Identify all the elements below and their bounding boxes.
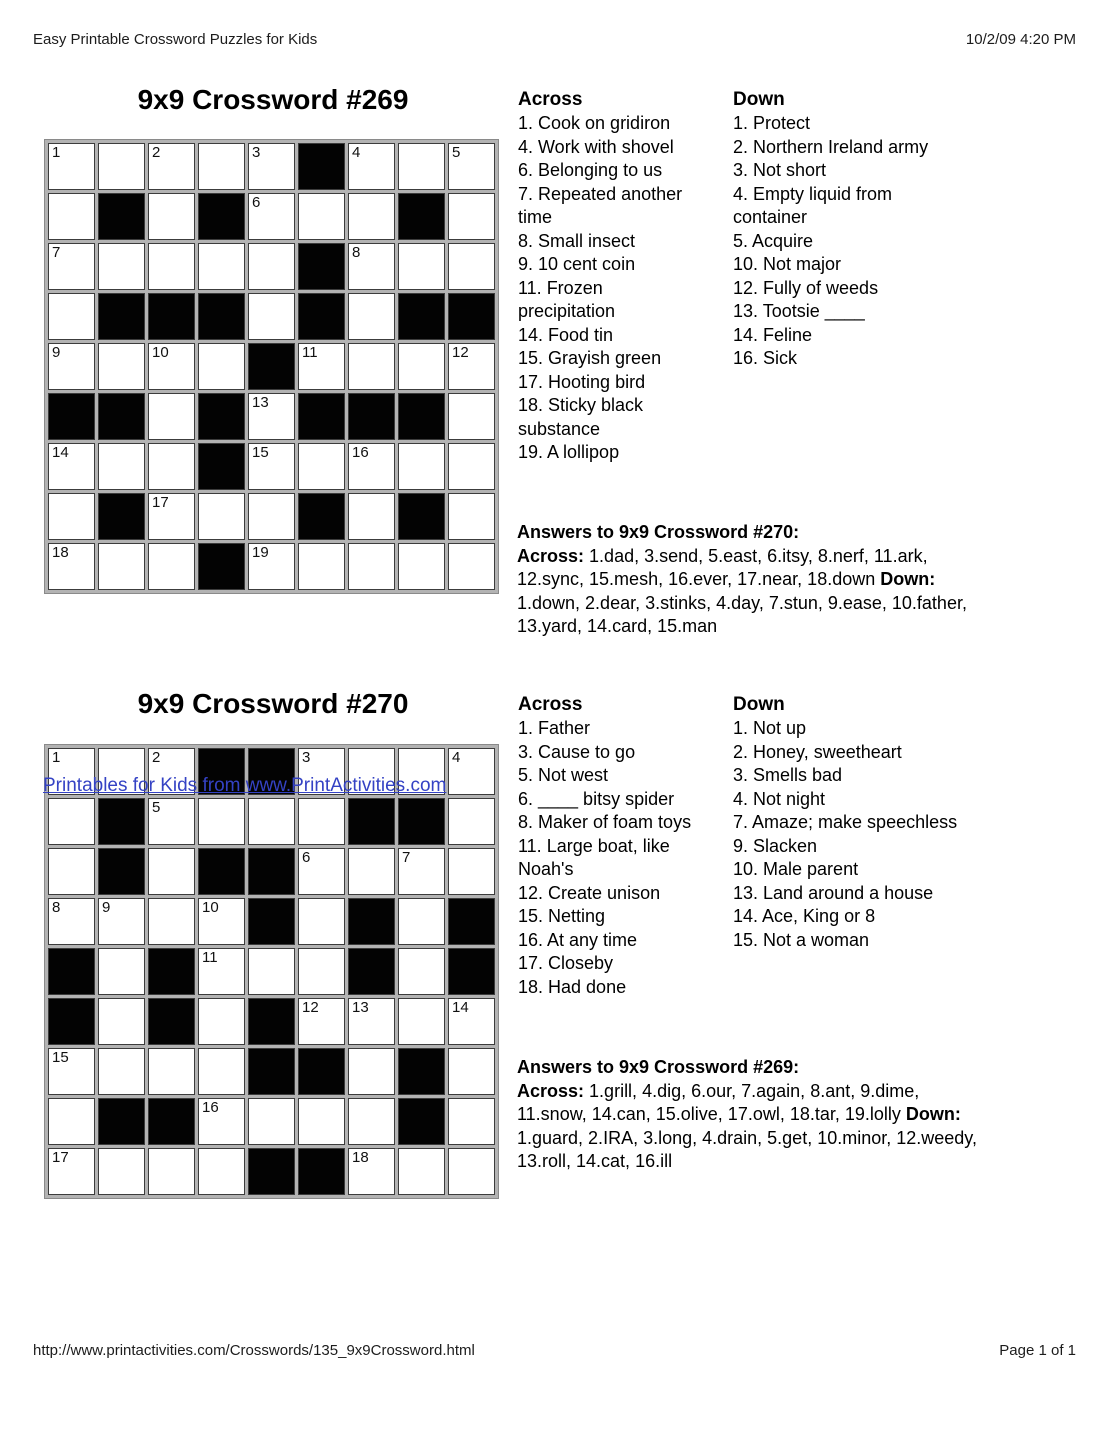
clue: 16. At any time — [518, 929, 638, 950]
grid-cell — [48, 1098, 95, 1145]
grid-cell — [398, 898, 445, 945]
grid-cell — [48, 193, 95, 240]
black-cell — [298, 293, 345, 340]
clue: 11. Large boat, like Noah's — [518, 835, 670, 879]
grid-cell: 6 — [248, 193, 295, 240]
clue: 18. Had done — [518, 976, 627, 997]
across-clue-list — [518, 112, 698, 465]
grid-cell — [98, 1148, 145, 1195]
black-cell — [198, 393, 245, 440]
black-cell — [198, 848, 245, 895]
grid-cell: 17 — [48, 1148, 95, 1195]
black-cell — [248, 998, 295, 1045]
grid-cell — [398, 443, 445, 490]
clue: 8. Maker of foam toys — [518, 812, 692, 832]
grid-cell — [248, 493, 295, 540]
grid-cell — [48, 798, 95, 845]
grid-cell — [198, 243, 245, 290]
grid-cell — [448, 1048, 495, 1095]
clue: 12. Create unison — [518, 882, 661, 903]
grid-cell: 11 — [198, 948, 245, 995]
clue: 10. Male parent — [733, 859, 859, 879]
down-clues-270 — [733, 693, 968, 952]
down-heading: Down — [733, 89, 785, 110]
grid-cell — [48, 848, 95, 895]
across-heading: Across — [518, 694, 583, 715]
grid-cell — [98, 543, 145, 590]
black-cell — [98, 193, 145, 240]
clue: 14. Food tin — [518, 324, 614, 345]
grid-cell — [248, 293, 295, 340]
clue: 17. Closeby — [518, 953, 614, 973]
clue: 3. Smells bad — [733, 765, 843, 785]
answers-across-label: Across: — [517, 545, 585, 566]
grid-cell — [448, 798, 495, 845]
grid-cell — [198, 1048, 245, 1095]
black-cell — [398, 493, 445, 540]
clue: 6. ____ bitsy spider — [518, 788, 675, 809]
grid-cell — [198, 143, 245, 190]
black-cell — [448, 293, 495, 340]
black-cell — [298, 243, 345, 290]
grid-cell — [448, 1098, 495, 1145]
clue: 4. Work with shovel — [518, 136, 674, 157]
black-cell — [348, 898, 395, 945]
black-cell — [298, 1048, 345, 1095]
black-cell — [398, 798, 445, 845]
black-cell — [48, 948, 95, 995]
black-cell — [398, 293, 445, 340]
grid-cell — [348, 543, 395, 590]
grid-cell: 12 — [298, 998, 345, 1045]
grid-cell — [248, 1098, 295, 1145]
grid-cell — [148, 443, 195, 490]
grid-cell — [198, 998, 245, 1045]
grid-cell — [48, 293, 95, 340]
grid-cell: 5 — [448, 143, 495, 190]
answers-block-269 — [517, 1056, 979, 1174]
black-cell — [98, 293, 145, 340]
grid-cell — [298, 898, 345, 945]
puzzle-title-269: 9x9 Crossword #269 — [137, 84, 409, 115]
clue: 4. Empty liquid from container — [733, 183, 893, 227]
answers-across-values: 1.dad, 3.send, 5.east, 6.itsy, 8.nerf, 11.ark, 12.sync, 15.mesh, 16.ever, 17.near, 18.down — [517, 545, 928, 589]
down-clue-list — [733, 717, 968, 952]
answers-down-values: 1.down, 2.dear, 3.stinks, 4.day, 7.stun, 9.ease, 10.father, 13.yard, 14.card, 15.man — [517, 592, 967, 636]
clue: 7. Repeated another time — [518, 183, 683, 227]
grid-cell — [148, 243, 195, 290]
grid-cell — [398, 948, 445, 995]
grid-cell: 17 — [148, 493, 195, 540]
clue: 9. Slacken — [733, 835, 818, 856]
grid-cell — [348, 493, 395, 540]
clue: 2. Honey, sweetheart — [733, 741, 902, 762]
clue: 3. Not short — [733, 160, 827, 180]
black-cell — [248, 898, 295, 945]
grid-cell — [298, 543, 345, 590]
grid-cell — [448, 543, 495, 590]
grid-cell: 13 — [348, 998, 395, 1045]
grid-cell — [148, 393, 195, 440]
grid-cell — [448, 493, 495, 540]
clue: 13. Tootsie ____ — [733, 301, 865, 321]
black-cell — [148, 293, 195, 340]
black-cell — [148, 948, 195, 995]
grid-cell — [398, 998, 445, 1045]
grid-cell — [398, 343, 445, 390]
grid-cell — [98, 243, 145, 290]
grid-cell: 14 — [48, 443, 95, 490]
answers-heading: Answers to 9x9 Crossword #270: — [517, 522, 800, 542]
answers-down-values: 1.guard, 2.IRA, 3.long, 4.drain, 5.get, 10.minor, 12.weedy, 13.roll, 14.cat, 16.ill — [517, 1127, 977, 1171]
black-cell — [198, 543, 245, 590]
grid-cell: 1 — [48, 143, 95, 190]
down-clue-list — [733, 112, 968, 371]
grid-cell — [298, 1098, 345, 1145]
grid-cell — [98, 343, 145, 390]
grid-cell: 15 — [48, 1048, 95, 1095]
black-cell — [98, 798, 145, 845]
black-cell — [398, 193, 445, 240]
clue: 1. Protect — [733, 113, 811, 133]
grid-cell: 18 — [348, 1148, 395, 1195]
grid-cell: 7 — [398, 848, 445, 895]
grid-cell — [348, 193, 395, 240]
grid-cell — [398, 243, 445, 290]
grid-cell — [348, 1048, 395, 1095]
grid-cell — [348, 848, 395, 895]
grid-cell — [348, 1098, 395, 1145]
crossword-grid-269 — [44, 139, 499, 594]
black-cell — [398, 1098, 445, 1145]
clue: 4. Not night — [733, 788, 826, 809]
across-heading: Across — [518, 89, 583, 110]
grid-cell: 10 — [148, 343, 195, 390]
grid-cell: 5 — [148, 798, 195, 845]
grid-cell — [298, 798, 345, 845]
clue: 18. Sticky black substance — [518, 395, 644, 439]
black-cell — [448, 948, 495, 995]
document-header-timestamp: 10/2/09 4:20 PM — [965, 31, 1076, 48]
grid-cell: 18 — [48, 543, 95, 590]
grid-cell: 8 — [348, 243, 395, 290]
grid-cell — [98, 1048, 145, 1095]
grid-cell — [448, 243, 495, 290]
black-cell — [198, 193, 245, 240]
grid-cell: 8 — [48, 898, 95, 945]
grid-cell: 9 — [98, 898, 145, 945]
clue: 16. Sick — [733, 348, 798, 368]
black-cell — [148, 1098, 195, 1145]
grid-cell: 3 — [298, 748, 345, 795]
grid-cell: 10 — [198, 898, 245, 945]
document-footer-url: http://www.printactivities.com/Crosswords/135_9x9Crossword.html — [33, 1342, 475, 1359]
grid-cell — [448, 193, 495, 240]
grid-cell: 19 — [248, 543, 295, 590]
black-cell — [248, 848, 295, 895]
clue: 12. Fully of weeds — [733, 277, 879, 298]
down-heading: Down — [733, 694, 785, 715]
black-cell — [98, 848, 145, 895]
grid-cell — [448, 393, 495, 440]
grid-cell — [448, 443, 495, 490]
grid-cell — [248, 798, 295, 845]
grid-cell — [348, 293, 395, 340]
black-cell — [48, 393, 95, 440]
answers-block-270 — [517, 521, 979, 639]
black-cell — [198, 293, 245, 340]
clue: 5. Acquire — [733, 230, 814, 251]
grid-cell: 3 — [248, 143, 295, 190]
grid-cell — [148, 898, 195, 945]
clue: 8. Small insect — [518, 230, 636, 251]
grid-cell — [398, 543, 445, 590]
clue: 2. Northern Ireland army — [733, 136, 929, 157]
grid-cell: 6 — [298, 848, 345, 895]
grid-cell: 11 — [298, 343, 345, 390]
grid-cell — [398, 143, 445, 190]
black-cell — [298, 493, 345, 540]
clue: 6. Belonging to us — [518, 160, 663, 180]
grid-cell: 16 — [348, 443, 395, 490]
black-cell — [298, 1148, 345, 1195]
grid-cell — [148, 193, 195, 240]
grid-cell — [348, 343, 395, 390]
grid-cell — [398, 1148, 445, 1195]
puzzle-title-270: 9x9 Crossword #270 — [137, 688, 409, 719]
black-cell — [98, 493, 145, 540]
clue: 14. Feline — [733, 324, 813, 345]
grid-cell — [148, 1048, 195, 1095]
black-cell — [48, 998, 95, 1045]
grid-cell — [298, 193, 345, 240]
across-clues-270 — [518, 693, 698, 999]
grid-cell — [248, 948, 295, 995]
clue: 3. Cause to go — [518, 741, 636, 762]
grid-cell — [298, 443, 345, 490]
grid-cell — [98, 443, 145, 490]
grid-cell: 13 — [248, 393, 295, 440]
document-header-title: Easy Printable Crossword Puzzles for Kids — [33, 31, 318, 48]
answers-down-label: Down: — [905, 1104, 961, 1124]
clue: 13. Land around a house — [733, 882, 934, 903]
black-cell — [248, 1048, 295, 1095]
grid-cell: 7 — [48, 243, 95, 290]
grid-cell: 15 — [248, 443, 295, 490]
black-cell — [248, 1148, 295, 1195]
crossword-grid-270 — [44, 744, 499, 1199]
grid-cell — [98, 998, 145, 1045]
clue: 19. A lollipop — [518, 442, 620, 462]
clue: 1. Father — [518, 718, 591, 738]
black-cell — [98, 1098, 145, 1145]
grid-cell — [448, 1148, 495, 1195]
black-cell — [398, 1048, 445, 1095]
grid-cell: 12 — [448, 343, 495, 390]
printactivities-link[interactable]: Printables for Kids from www.PrintActivities.com — [43, 775, 447, 796]
answers-down-label: Down: — [880, 569, 936, 589]
clue: 14. Ace, King or 8 — [733, 906, 876, 926]
grid-cell — [98, 143, 145, 190]
grid-cell — [98, 948, 145, 995]
answers-heading: Answers to 9x9 Crossword #269: — [517, 1057, 800, 1077]
grid-cell — [148, 543, 195, 590]
black-cell — [248, 343, 295, 390]
black-cell — [298, 143, 345, 190]
answers-across-values: 1.grill, 4.dig, 6.our, 7.again, 8.ant, 9.dime, 11.snow, 14.can, 15.olive, 17.owl, 18.tar, 19.lolly — [517, 1080, 920, 1124]
black-cell — [198, 443, 245, 490]
clue: 17. Hooting bird — [518, 371, 646, 392]
grid-cell — [248, 243, 295, 290]
black-cell — [348, 393, 395, 440]
across-clue-list — [518, 717, 698, 999]
answers-across-label: Across: — [517, 1080, 585, 1101]
grid-cell — [148, 1148, 195, 1195]
clue: 1. Cook on gridiron — [518, 113, 671, 133]
clue: 15. Grayish green — [518, 348, 662, 368]
grid-cell: 16 — [198, 1098, 245, 1145]
clue: 10. Not major — [733, 254, 842, 274]
clue: 11. Frozen precipitation — [518, 277, 616, 321]
black-cell — [348, 948, 395, 995]
black-cell — [348, 798, 395, 845]
grid-cell — [298, 948, 345, 995]
grid-cell: 4 — [348, 143, 395, 190]
clue: 15. Not a woman — [733, 929, 870, 950]
grid-cell: 14 — [448, 998, 495, 1045]
black-cell — [448, 898, 495, 945]
grid-cell — [198, 493, 245, 540]
black-cell — [298, 393, 345, 440]
clue: 15. Netting — [518, 906, 606, 926]
across-clues-269 — [518, 88, 698, 465]
grid-cell — [148, 848, 195, 895]
black-cell — [98, 393, 145, 440]
grid-cell — [198, 1148, 245, 1195]
grid-cell: 1 — [48, 748, 95, 795]
grid-cell — [198, 343, 245, 390]
grid-cell: 9 — [48, 343, 95, 390]
grid-cell — [448, 848, 495, 895]
grid-cell: 2 — [148, 143, 195, 190]
clue: 7. Amaze; make speechless — [733, 812, 958, 832]
clue: 5. Not west — [518, 765, 609, 785]
answers-text — [517, 1080, 979, 1174]
grid-cell: 2 — [148, 748, 195, 795]
grid-cell — [198, 798, 245, 845]
grid-cell: 4 — [448, 748, 495, 795]
answers-text — [517, 545, 979, 639]
clue: 1. Not up — [733, 718, 807, 738]
black-cell — [148, 998, 195, 1045]
document-footer-page: Page 1 of 1 — [999, 1342, 1076, 1359]
black-cell — [398, 393, 445, 440]
clue: 9. 10 cent coin — [518, 254, 636, 274]
down-clues-269 — [733, 88, 968, 371]
grid-cell — [48, 493, 95, 540]
